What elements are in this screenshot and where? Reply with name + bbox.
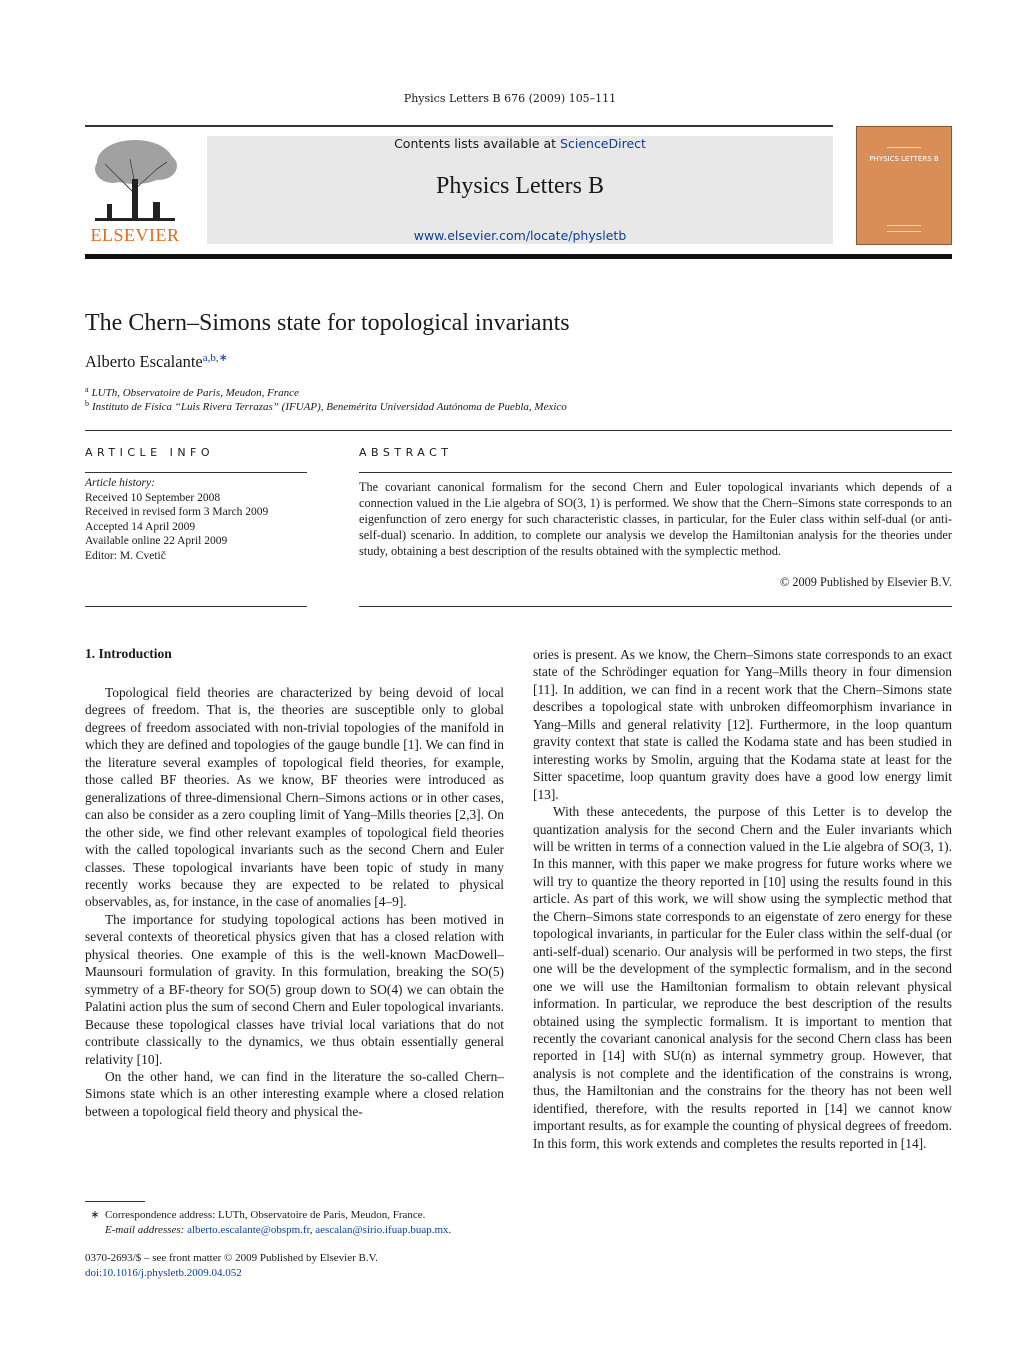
cover-title: PHYSICS LETTERS B [869, 155, 939, 163]
author-line [85, 351, 228, 372]
journal-banner [207, 136, 833, 244]
abstract-rule [359, 472, 952, 473]
article-info [85, 476, 307, 564]
paragraph: Topological field theories are characterized by being devoid of local degrees of freedom. That is, the theories are susceptible only to global degrees of freedom associated with non-trivial topologies of the manifold in which they are defined and topologies of the gauge bundle [1]. We can find in the literature several examples of topological field theories, for example, those called BF theories. As we know, BF theories were introduced as generalizations of three-dimensional Chern–Simons actions or in other cases, can also be consider as a zero coupling limit of Yang–Mills theories [2,3]. On the other side, we find other relevant examples of topological field theories with the called topological invariants such as the second Chern and Euler classes. These topological invariants have been topic of study in many recently works because they are expected to be related to physical observables, as, for instance, in the case of anomalies [4–9]. [85, 685, 504, 910]
paragraph: The importance for studying topological actions has been motived in several contexts of theoretical physics given that has a closed relation with physical theories. One example of this is the well-known MacDowell–Maunsouri formulation of gravity. In this formulation, breaking the SO(5) symmetry of a BF-theory for SO(5) group down to SO(4) we can obtain the Palatini action plus the sum of second Chern and Euler topological invariants. Because these topological classes have trivial local variations that do not contribute classically to the dynamics, we thus obtain essentially general relativity [10]. [85, 911, 504, 1067]
title-rule [85, 430, 952, 431]
paragraph: ories is present. As we know, the Chern–Simons state corresponds to an exact state of the Schrödinger equation for Yang–Mills theory in four dimension [11]. In addition, we can find in a recent work that the Chern–Simons state describes a topological state with unbroken diffeomorphism invariance in Yang–Mills and general relativity [12]. Furthermore, in the loop quantum gravity context that state is called the Kodama state and has been studied in interesting works by Smolin, arguing that the Kodama state at least for the Sitter spacetime, loop quantum gravity does have a good low energy limit [13]. [533, 647, 952, 802]
correspondence-line [85, 1208, 504, 1223]
header-rule [85, 125, 833, 127]
correspondence-address: Correspondence address: LUTh, Observatoire de Paris, Meudon, France. [105, 1209, 426, 1221]
article-info-rule [85, 472, 307, 473]
abstract-bottom-rule [359, 606, 952, 607]
received-date: Received 10 September 2008 [85, 491, 221, 504]
editor: Editor: M. Cvetič [85, 549, 166, 562]
issn-line: 0370-2693/$ – see front matter © 2009 Published by Elsevier B.V. [85, 1252, 378, 1264]
article-history-label: Article history: [85, 477, 155, 489]
revised-date: Received in revised form 3 March 2009 [85, 506, 269, 519]
email-link-2[interactable]: aescalan@sirio.ifuap.buap.mx [315, 1224, 449, 1236]
journal-cover [856, 126, 952, 245]
section-heading-introduction: 1. Introduction [85, 646, 172, 661]
footnote-mark: ∗ [90, 1209, 100, 1221]
abstract-text: The covariant canonical formalism for the second Chern and Euler topological invariants which depends of a connection valued in the Lie algebra of SO(3, 1) is performed. We show that the Chern–Simons state corresponds to an eigenfunction of zero energy for such characteristic classes, in particular, for the Euler class within self-dual (or anti-self-dual) scenario. In addition, to complete our analysis we develop the Hamiltonian analysis for the theories under study, obtaining a best description of the results obtained with the symplectic method. [359, 480, 952, 558]
online-date: Available online 22 April 2009 [85, 535, 228, 548]
elsevier-logo [85, 134, 185, 246]
sciencedirect-link[interactable]: ScienceDirect [560, 136, 646, 151]
abstract-heading: ABSTRACT [359, 446, 453, 459]
email-link-1[interactable]: alberto.escalante@obspm.fr [187, 1224, 310, 1236]
affiliation-a [85, 385, 299, 399]
contents-prefix: Contents lists available at [394, 136, 561, 151]
paragraph: On the other hand, we can find in the literature the so-called Chern–Simons state which is an other interesting example where a closed relation between a topological field theory and physical the- [85, 1068, 504, 1119]
email-label: E-mail addresses: [105, 1224, 185, 1236]
doi-link[interactable]: doi:10.1016/j.physletb.2009.04.052 [85, 1267, 242, 1279]
footnote-rule [85, 1201, 145, 1202]
affiliation-text: Instituto de Física “Luis Rivera Terrazas” (IFUAP), Benemérita Universidad Autónoma de Puebla, Mexico [92, 401, 567, 413]
abstract-copyright: © 2009 Published by Elsevier B.V. [779, 575, 952, 589]
article-info-heading: ARTICLE INFO [85, 446, 215, 459]
email-line: E-mail addresses: alberto.escalante@obspm.fr, aescalan@sirio.ifuap.buap.mx. [105, 1224, 452, 1236]
article-title: The Chern–Simons state for topological invariants [85, 310, 570, 336]
header-thick-rule [85, 254, 952, 259]
cover-rule [887, 231, 921, 232]
author-marks[interactable]: a,b,∗ [202, 352, 228, 364]
footnote [85, 1208, 504, 1238]
cover-rule [887, 225, 921, 226]
elsevier-tree-icon [85, 134, 185, 224]
affiliation-b [85, 399, 567, 413]
author-name: Alberto Escalante [85, 352, 203, 371]
affiliation-mark: a [85, 385, 89, 394]
front-matter [85, 1251, 685, 1281]
paragraph: With these antecedents, the purpose of this Letter is to develop the quantization analysis for the second Chern and the Euler invariants which will be written in terms of a connection valued in the Lie algebra of SO(3, 1). In this manner, with this paper we make progress for future works where we will try to quantize the theory reported in [10] using the results found in this article. As part of this work, we will show using the symplectic method that the Chern–Simons state corresponds to an eigenstate of zero energy for these topological invariants, in particular for the Euler class within the self-dual (or anti-self-dual) scenario. Our analysis will be performed in two steps, the first one will be the development of the symplectic formalism, and in the second one we will use the Hamiltonian formalism to obtain relevant physical information. In particular, we reproduce the best description of the results obtained using the symplectic formalism. It is important to mention that recently the covariant canonical analysis for the second Chern class has been reported in [14] with SU(n) as internal symmetry group. However, that analysis is not complete and the identification of the constrains is wrong, thus, the Hamiltonian and the constrains for the theory has not been well identified, therefore, with the results reported in [14] we cannot know important results, as for example the counting of physical degrees of freedom. In this form, this work extends and completes the results reported in [14]. [533, 804, 952, 1151]
elsevier-wordmark: ELSEVIER [90, 225, 180, 245]
left-column [85, 684, 504, 1120]
contents-line [207, 136, 833, 151]
journal-url-link[interactable]: www.elsevier.com/locate/physletb [413, 228, 627, 243]
cover-rule [887, 147, 921, 148]
journal-citation: Physics Letters B 676 (2009) 105–111 [403, 92, 617, 105]
right-column [533, 646, 952, 1152]
accepted-date: Accepted 14 April 2009 [85, 520, 196, 533]
affiliation-mark: b [85, 399, 89, 408]
journal-title: Physics Letters B [436, 173, 604, 199]
article-info-bottom-rule [85, 606, 307, 607]
affiliation-text: LUTh, Observatoire de Paris, Meudon, France [91, 387, 299, 399]
